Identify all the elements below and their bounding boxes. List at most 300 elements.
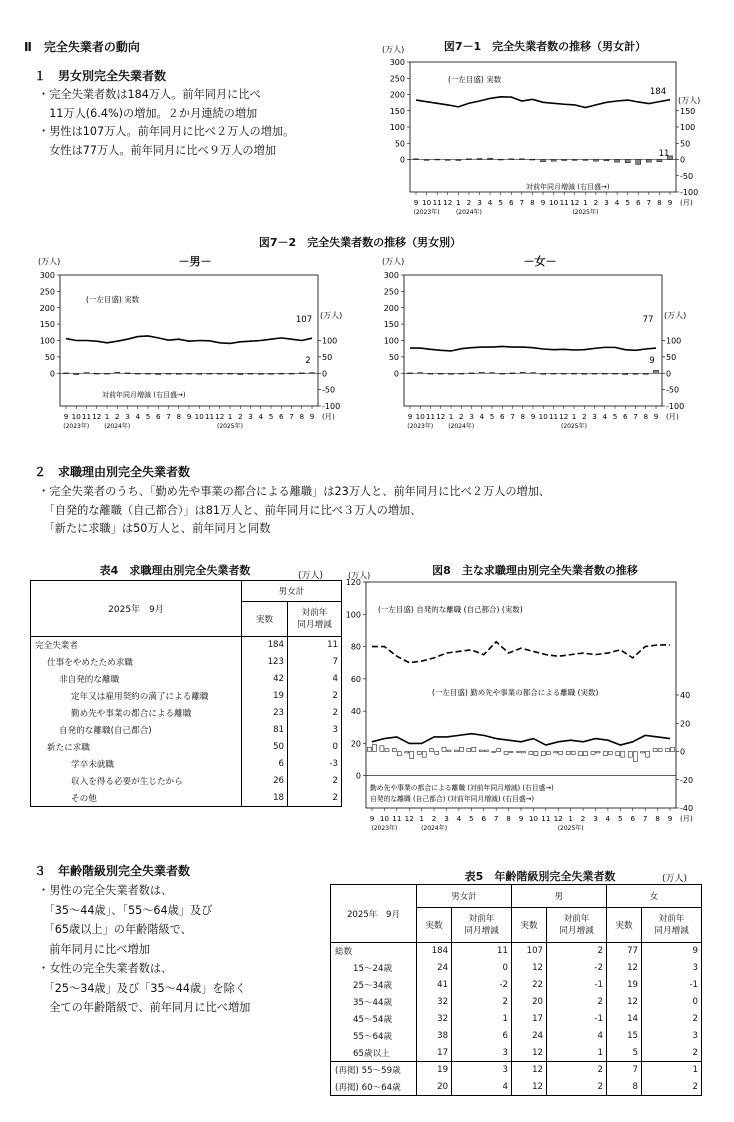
year-label-2025: (2025年) bbox=[572, 209, 599, 216]
x-tick-label: 3 bbox=[593, 814, 598, 823]
row-cell: 12 bbox=[511, 960, 546, 977]
left-tick-label: 100 bbox=[39, 336, 55, 346]
x-tick-label: 2 bbox=[431, 814, 437, 823]
x-tick-label: 6 bbox=[630, 814, 636, 823]
last-diff-label: 9 bbox=[649, 356, 655, 366]
table4 bbox=[30, 580, 342, 807]
x-tick-label: 1 bbox=[571, 412, 577, 421]
row-cell: 24 bbox=[511, 1028, 546, 1045]
x-tick-label: 9 bbox=[369, 814, 375, 823]
row-cell: 4 bbox=[452, 1079, 512, 1096]
row-label: 新たに求職 bbox=[31, 739, 242, 756]
diff-bar bbox=[466, 159, 471, 160]
diff-bar bbox=[566, 752, 570, 755]
fig72-female-chart bbox=[352, 256, 697, 431]
row-cell: 2 bbox=[642, 1045, 702, 1062]
diff-bar bbox=[115, 372, 120, 373]
row-diff: -3 bbox=[288, 756, 342, 773]
row-label: (再掲) 55～59歳 bbox=[331, 1062, 417, 1079]
row-cell: 12 bbox=[511, 1045, 546, 1062]
left-tick-label: 60 bbox=[350, 674, 361, 684]
right-tick-label: -50 bbox=[322, 385, 336, 395]
diff-bar bbox=[408, 373, 413, 374]
x-tick-label: 12 bbox=[404, 814, 414, 823]
x-tick-label: 8 bbox=[299, 412, 305, 421]
x-tick-label: 6 bbox=[499, 412, 505, 421]
s1-bullet-line: 11万人(6.4%)の増加。２か月連続の増加 bbox=[38, 106, 258, 120]
x-tick-label: 8 bbox=[520, 412, 526, 421]
diff-bar bbox=[479, 750, 483, 751]
table-row bbox=[31, 637, 342, 654]
series-label: (一左目盛) 実数 bbox=[86, 295, 140, 304]
diff-bar bbox=[279, 373, 284, 374]
x-tick-label: 2 bbox=[458, 412, 464, 421]
unit-right: (万人) bbox=[664, 311, 687, 320]
row-cell: 14 bbox=[606, 1011, 641, 1028]
plot-frame bbox=[404, 275, 662, 406]
x-tick-label: 10 bbox=[528, 814, 538, 823]
x-tick-label: 1 bbox=[104, 412, 110, 421]
diff-bar bbox=[530, 159, 535, 160]
x-tick-label: 5 bbox=[612, 412, 618, 421]
diff-bar bbox=[628, 752, 632, 758]
diff-bar bbox=[666, 749, 670, 752]
x-tick-label: 9 bbox=[186, 412, 192, 421]
x-tick-label: 1 bbox=[583, 198, 588, 207]
x-tick-label: 4 bbox=[135, 412, 141, 421]
row-diff: 7 bbox=[288, 654, 342, 671]
row-cell: 3 bbox=[452, 1045, 512, 1062]
row-cell: 41 bbox=[417, 977, 452, 994]
table4-period: 2025年 9月 bbox=[31, 581, 242, 637]
row-cell: 19 bbox=[417, 1062, 452, 1079]
table4-unit: (万人) bbox=[298, 571, 324, 581]
row-cell: 12 bbox=[606, 960, 641, 977]
diff-bar bbox=[571, 752, 575, 755]
table-row bbox=[31, 739, 342, 756]
x-tick-label: 3 bbox=[469, 412, 474, 421]
table-row bbox=[31, 722, 342, 739]
x-tick-label: 7 bbox=[646, 198, 652, 207]
s3-bullet-line: 全ての年齢階級で、前年同月に比べ増加 bbox=[38, 1001, 251, 1014]
right-tick-label: 0 bbox=[680, 155, 686, 165]
x-tick-label: 5 bbox=[618, 814, 623, 823]
diff-bar bbox=[641, 752, 645, 753]
diff-bar bbox=[654, 370, 659, 373]
row-cell: 2 bbox=[642, 1079, 702, 1096]
diff-bar bbox=[125, 373, 130, 374]
left-tick-label: 50 bbox=[388, 352, 399, 362]
row-cell: 2 bbox=[547, 943, 607, 960]
left-tick-label: 250 bbox=[383, 287, 399, 297]
x-tick-label: 4 bbox=[456, 814, 462, 823]
diff-bar bbox=[477, 159, 482, 160]
diff-bar bbox=[442, 747, 446, 751]
row-label: (再掲) 60～64歳 bbox=[331, 1079, 417, 1096]
x-tick-label: 8 bbox=[655, 814, 660, 823]
diff-bar bbox=[608, 752, 612, 755]
year-label-2025: (2025年) bbox=[561, 423, 587, 430]
table5 bbox=[330, 884, 702, 1096]
x-tick-label: 11 bbox=[81, 412, 92, 421]
x-tick-label: 4 bbox=[614, 198, 620, 207]
row-cell: 38 bbox=[417, 1028, 452, 1045]
diff-bar bbox=[373, 744, 377, 751]
row-cell: 20 bbox=[511, 994, 546, 1011]
right-tick-label: -100 bbox=[680, 188, 699, 197]
x-tick-label: 1 bbox=[568, 814, 573, 823]
x-tick-label: 9 bbox=[667, 198, 673, 207]
right-tick-label: 50 bbox=[680, 139, 691, 149]
left-tick-label: 0 bbox=[393, 369, 399, 379]
diff-bar bbox=[417, 752, 421, 755]
row-cell: 6 bbox=[452, 1028, 512, 1045]
diff-bar bbox=[592, 373, 597, 374]
diff-bar bbox=[653, 749, 657, 752]
diff-bar bbox=[392, 749, 396, 752]
table-row bbox=[331, 994, 702, 1011]
table-row bbox=[331, 1028, 702, 1045]
row-value: 81 bbox=[242, 722, 288, 739]
left-tick-label: 300 bbox=[389, 58, 405, 67]
unit-right: (万人) bbox=[678, 96, 701, 105]
row-cell: -1 bbox=[547, 1011, 607, 1028]
row-cell: 1 bbox=[547, 1045, 607, 1062]
left-tick-label: 100 bbox=[389, 123, 405, 132]
diff-bar bbox=[633, 373, 638, 374]
x-tick-label: 11 bbox=[204, 412, 215, 421]
table-row bbox=[31, 756, 342, 773]
diff-bar bbox=[414, 159, 419, 160]
diff-bar bbox=[467, 749, 471, 752]
table-row bbox=[331, 1079, 702, 1096]
row-value: 26 bbox=[242, 773, 288, 790]
row-cell: 22 bbox=[511, 977, 546, 994]
right-tick-label: -100 bbox=[322, 402, 341, 411]
diff-bar bbox=[623, 373, 628, 374]
col-diff: 対前年 同月増減 bbox=[547, 908, 607, 943]
fig8-chart bbox=[345, 568, 732, 838]
x-tick-label: 8 bbox=[530, 198, 535, 207]
diff-bar bbox=[504, 752, 508, 755]
diff-bar bbox=[490, 373, 495, 374]
year-label-2024: (2024年) bbox=[421, 825, 448, 832]
row-cell: -2 bbox=[547, 960, 607, 977]
col-actual: 実数 bbox=[511, 908, 546, 943]
x-tick-label: 9 bbox=[407, 412, 413, 421]
s3-bullet-line: 前年同月に比べ増加 bbox=[38, 942, 150, 956]
x-tick-label: 5 bbox=[145, 412, 151, 421]
x-tick-label: 9 bbox=[518, 814, 524, 823]
s3-bullet-line: ・男性の完全失業者数は、 bbox=[38, 884, 173, 897]
x-tick-label: 5 bbox=[625, 198, 630, 207]
table-row bbox=[331, 1011, 702, 1028]
x-tick-label: 4 bbox=[602, 412, 608, 421]
x-tick-label: 10 bbox=[379, 814, 389, 823]
fig8-title: 図8 主な求職理由別完全失業者数の推移 bbox=[432, 564, 638, 577]
table-row bbox=[31, 705, 342, 722]
s3-title: ３ 年齢階級別完全失業者数 bbox=[34, 864, 191, 878]
diff-bar bbox=[658, 749, 662, 752]
s3-bullet-line: 「65歳以上」の年齢階級で、 bbox=[38, 923, 192, 936]
x-tick-label: 8 bbox=[506, 814, 511, 823]
diff-bar bbox=[613, 373, 618, 374]
x-tick-label: 12 bbox=[570, 198, 580, 207]
row-cell: 1 bbox=[452, 1011, 512, 1028]
x-tick-label: 3 bbox=[592, 412, 597, 421]
x-tick-label: 10 bbox=[415, 412, 425, 421]
diff-bar bbox=[509, 752, 513, 753]
x-tick-label: 10 bbox=[549, 198, 559, 207]
row-cell: 32 bbox=[417, 1011, 452, 1028]
left-tick-label: 200 bbox=[39, 303, 55, 313]
x-tick-label: 2 bbox=[114, 412, 120, 421]
table4-group-header: 男女計 bbox=[242, 581, 342, 602]
row-cell: 2 bbox=[547, 1079, 607, 1096]
right-tick-label: 40 bbox=[680, 691, 691, 700]
col-actual: 実数 bbox=[417, 908, 452, 943]
diff-bar bbox=[435, 752, 439, 755]
row-value: 42 bbox=[242, 671, 288, 688]
s3-bullet-line: ・女性の完全失業者数は、 bbox=[38, 962, 173, 975]
diff-bar bbox=[636, 160, 641, 165]
diff-bar bbox=[488, 158, 493, 159]
diff-bar bbox=[94, 373, 99, 374]
row-cell: 8 bbox=[606, 1079, 641, 1096]
x-tick-label: 12 bbox=[436, 412, 446, 421]
series-line bbox=[410, 346, 656, 351]
row-diff: 2 bbox=[288, 773, 342, 790]
diff-bar bbox=[428, 373, 433, 374]
last-value-label: 184 bbox=[649, 87, 667, 97]
row-cell: 24 bbox=[417, 960, 452, 977]
col-diff: 対前年 同月増減 bbox=[452, 908, 512, 943]
diff-bar bbox=[541, 160, 546, 162]
diff-bar bbox=[522, 752, 526, 753]
row-value: 50 bbox=[242, 739, 288, 756]
diff-bar bbox=[258, 373, 263, 374]
row-cell: 3 bbox=[642, 960, 702, 977]
row-cell: 15 bbox=[606, 1028, 641, 1045]
diff-bar bbox=[146, 373, 151, 374]
x-tick-label: 2 bbox=[466, 198, 472, 207]
row-cell: 19 bbox=[606, 977, 641, 994]
x-tick-label: 11 bbox=[425, 412, 436, 421]
x-tick-label: 8 bbox=[176, 412, 182, 421]
diff-bar bbox=[500, 373, 505, 374]
year-label-2024: (2024年) bbox=[104, 423, 131, 430]
diff-bar bbox=[156, 373, 161, 374]
diff-bar bbox=[531, 373, 536, 374]
left-tick-label: 40 bbox=[350, 707, 361, 717]
table-row bbox=[31, 654, 342, 671]
x-tick-label: 1 bbox=[456, 198, 461, 207]
diff-bar bbox=[435, 159, 440, 160]
row-label: 勤め先や事業の都合による離職 bbox=[31, 705, 242, 722]
col-actual: 実数 bbox=[606, 908, 641, 943]
diff-bar bbox=[238, 373, 243, 374]
row-cell: 20 bbox=[417, 1079, 452, 1096]
row-cell: 184 bbox=[417, 943, 452, 960]
x-tick-label: 5 bbox=[268, 412, 274, 421]
x-unit: (月) bbox=[666, 412, 679, 421]
diff-bar bbox=[616, 752, 620, 756]
unit-left: (万人) bbox=[38, 257, 61, 266]
right-tick-label: -40 bbox=[680, 804, 694, 813]
x-tick-label: 9 bbox=[667, 814, 673, 823]
diff-bar bbox=[615, 160, 620, 163]
diff-bar bbox=[603, 752, 607, 756]
row-value: 6 bbox=[242, 756, 288, 773]
row-diff: 2 bbox=[288, 688, 342, 705]
x-tick-label: 11 bbox=[548, 412, 559, 421]
row-diff: 2 bbox=[288, 705, 342, 722]
label-voluntary: (一左目盛) 自発的な離職 (自己都合) (実数) bbox=[378, 605, 523, 614]
left-tick-label: 200 bbox=[389, 90, 405, 100]
diff-bar bbox=[385, 749, 389, 752]
diff-bar bbox=[593, 160, 598, 162]
diff-bar bbox=[410, 752, 414, 759]
diff-bar bbox=[479, 372, 484, 373]
row-label: 55～64歳 bbox=[331, 1028, 417, 1045]
x-tick-label: 2 bbox=[237, 412, 243, 421]
table-row bbox=[331, 1045, 702, 1062]
left-tick-label: 150 bbox=[39, 320, 55, 330]
diff-bar bbox=[492, 752, 496, 753]
fig71-title: 図7－1 完全失業者数の推移（男女計） bbox=[443, 40, 647, 53]
diff-bar bbox=[572, 373, 577, 374]
row-cell: 9 bbox=[642, 943, 702, 960]
row-label: 完全失業者 bbox=[31, 637, 242, 654]
row-cell: 107 bbox=[511, 943, 546, 960]
x-tick-label: 9 bbox=[309, 412, 315, 421]
table5-unit: (万人) bbox=[662, 874, 688, 884]
right-tick-label: -50 bbox=[666, 385, 680, 395]
diff-bar bbox=[176, 373, 181, 374]
row-cell: 0 bbox=[452, 960, 512, 977]
diff-bar bbox=[554, 752, 558, 753]
diff-bar bbox=[64, 373, 69, 374]
table-row bbox=[331, 977, 702, 994]
x-tick-label: 1 bbox=[419, 814, 424, 823]
diff-bar bbox=[368, 747, 372, 751]
diff-bar bbox=[418, 373, 423, 374]
row-cell: 12 bbox=[511, 1079, 546, 1096]
table5-title: 表5 年齢階級別完全失業者数 bbox=[464, 870, 616, 883]
row-cell: 2 bbox=[452, 994, 512, 1011]
right-tick-label: 0 bbox=[680, 747, 686, 757]
x-tick-label: 3 bbox=[248, 412, 253, 421]
x-tick-label: 4 bbox=[479, 412, 485, 421]
diff-bar bbox=[74, 373, 79, 374]
table5-group-total: 男女計 bbox=[417, 885, 512, 908]
x-tick-label: 12 bbox=[443, 198, 453, 207]
diff-bar bbox=[459, 747, 463, 751]
series-line bbox=[372, 734, 670, 745]
left-tick-label: 200 bbox=[383, 303, 399, 313]
diff-bar bbox=[583, 160, 588, 161]
s2-bullet-line: 「新たに求職」は50万人と、前年同月と同数 bbox=[38, 522, 271, 535]
diff-bar bbox=[517, 752, 521, 753]
left-tick-label: 300 bbox=[383, 271, 399, 280]
row-label: 15～24歳 bbox=[331, 960, 417, 977]
diff-bar bbox=[541, 373, 546, 374]
x-unit: (月) bbox=[680, 198, 693, 207]
last-value-label: 77 bbox=[642, 315, 654, 325]
left-tick-label: 250 bbox=[389, 74, 405, 84]
row-cell: 17 bbox=[511, 1011, 546, 1028]
diff-label: 対前年同月増減 (右目盛→) bbox=[526, 183, 610, 191]
diff-bar bbox=[561, 373, 566, 374]
diff-bar bbox=[459, 373, 464, 374]
diff-bar bbox=[498, 159, 503, 160]
x-tick-label: 7 bbox=[510, 412, 515, 421]
table-row bbox=[331, 1062, 702, 1079]
diff-bar bbox=[187, 373, 192, 374]
x-tick-label: 4 bbox=[258, 412, 264, 421]
diff-bar bbox=[445, 160, 450, 161]
diff-bar bbox=[197, 373, 202, 374]
right-tick-label: -100 bbox=[666, 402, 685, 411]
year-label-2024: (2024年) bbox=[448, 423, 475, 430]
right-tick-label: 150 bbox=[680, 106, 696, 116]
x-tick-label: 10 bbox=[422, 198, 432, 207]
x-tick-label: 6 bbox=[481, 814, 487, 823]
row-cell: -1 bbox=[642, 977, 702, 994]
row-cell: 7 bbox=[606, 1062, 641, 1079]
x-tick-label: 12 bbox=[215, 412, 225, 421]
x-tick-label: 10 bbox=[194, 412, 204, 421]
row-diff: 4 bbox=[288, 671, 342, 688]
row-cell: 12 bbox=[606, 994, 641, 1011]
year-label-2024: (2024年) bbox=[455, 209, 482, 216]
diff-bar bbox=[207, 373, 212, 374]
diff-bar bbox=[438, 373, 443, 374]
table-row bbox=[331, 943, 702, 960]
x-tick-label: 3 bbox=[604, 198, 609, 207]
row-cell: 17 bbox=[417, 1045, 452, 1062]
table4-col-actual: 実数 bbox=[242, 602, 288, 637]
left-tick-label: 100 bbox=[383, 336, 399, 346]
table-row bbox=[31, 671, 342, 688]
x-tick-label: 7 bbox=[493, 814, 499, 823]
table5-group-male: 男 bbox=[511, 885, 606, 908]
x-tick-label: 6 bbox=[622, 412, 628, 421]
diff-bar bbox=[422, 752, 426, 758]
row-diff: 2 bbox=[288, 790, 342, 807]
right-tick-label: 100 bbox=[666, 336, 682, 346]
x-tick-label: 9 bbox=[413, 198, 419, 207]
diff-bar bbox=[105, 373, 110, 374]
x-tick-label: 2 bbox=[593, 198, 599, 207]
left-tick-label: 0 bbox=[355, 771, 361, 781]
year-label-2023: (2023年) bbox=[63, 423, 90, 430]
x-tick-label: 6 bbox=[278, 412, 284, 421]
diff-bar bbox=[541, 752, 545, 756]
diff-bar bbox=[510, 373, 515, 374]
row-label: 定年又は雇用契約の満了による離職 bbox=[31, 688, 242, 705]
x-tick-label: 12 bbox=[559, 412, 569, 421]
year-label-2025: (2025年) bbox=[217, 423, 243, 430]
table-row bbox=[31, 790, 342, 807]
left-tick-label: 20 bbox=[350, 739, 361, 749]
diff-bar bbox=[447, 750, 451, 751]
table4-title: 表4 求職理由別完全失業者数 bbox=[99, 564, 251, 577]
unit-left: (万人) bbox=[348, 571, 371, 580]
diff-bar bbox=[591, 752, 595, 755]
series-label: (一左目盛) 実数 bbox=[448, 75, 502, 84]
x-tick-label: 11 bbox=[559, 198, 569, 207]
